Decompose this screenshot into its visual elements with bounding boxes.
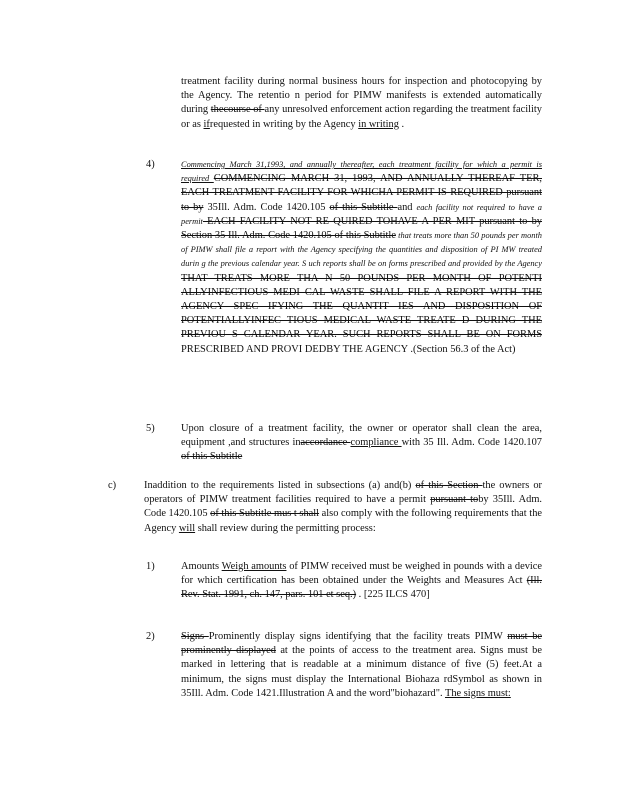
item-text: . [225 ILCS 470] [356, 589, 430, 601]
italic-inserted-text: that treats more than 50 pounds per month of PIMW shall file a report with the Agency specifying the quantities and disposition of PI MW treated durin g the previous calendar year. S uch reports shall be on forms prescribed and provided by the Agency [181, 231, 542, 269]
item-number-2: 2) [146, 631, 155, 642]
item-text: 35Ill. Adm. Code 1420.105 [203, 201, 330, 213]
item-text: Prominently display signs identifying that the facility treats PIMW [208, 631, 508, 642]
strikethrough-text: of this Section [415, 480, 483, 491]
underlined-text: The signs must: [444, 687, 511, 699]
underlined-text: in writing [358, 118, 399, 130]
strikethrough-text: of this Subtitle [329, 201, 398, 213]
strikethrough-text: of this Subtitle [181, 451, 243, 463]
item-text: with 35 Ill. Adm. Code 1420.107 [401, 437, 542, 449]
item-text: also comply with the following requirements that the Agency [144, 508, 542, 534]
strikethrough-text: EACH FACILITY NOT RE QUIRED TOHAVE A PER MIT pursuant to by Section 35 Ill. Adm. Code 1420.105 of this Subtitle [181, 215, 542, 242]
strikethrough-text: THAT TREATS MORE THA N 50 POUNDS PER MONTH OF POTENTI ALLYINFECTIOUS MEDI CAL WASTE SHALL FILE A REPORT WITH THE AGENCY SPEC IFYING THE QUANTIT IES AND DISPOSITION OF POTENTIALLYINFEC TIOUS MEDICAL WASTE TREATE D DURING THE PREVIOU S CALENDAR YEAR. SUCH REPORTS SHALL BE ON FORMS [181, 272, 542, 341]
intro-text: requested in writing by the Agency [209, 118, 359, 130]
strikethrough-text: pursuant to [430, 494, 479, 506]
intro-text: treatment facility during normal business hours for inspection and photocopying by the Agency. The retentio n period for PIMW manifests is extended automatically during [181, 76, 542, 116]
underlined-text: if [203, 118, 210, 130]
item-5-paragraph [181, 422, 542, 465]
item-text: and [397, 201, 417, 213]
item-text: shall review during the permitting process: [195, 522, 376, 534]
intro-paragraph [181, 75, 542, 132]
strikethrough-text: accordance [300, 437, 351, 449]
item-text: Amounts [181, 561, 222, 572]
item-4-paragraph [181, 158, 542, 357]
strikethrough-text: of this Subtitle mus t shall [210, 508, 320, 520]
item-text: at the points of access to the treatment area. Signs must be marked in lettering that is readable at a minimum distance of five (5) feet.At a minimum, the signs must display the International Biohaza rdSymbol as shown in 35Ill. Adm. Code 1421.Illustration A and the word"biohazard". [181, 645, 542, 699]
italic-inserted-text: each facility not required to have a permit [181, 202, 542, 226]
item-text: of PIMW received must be weighed in pounds with a device for which certification has been obtained under the Weights and Measures Act [181, 561, 543, 587]
strikethrough-text: Signs [181, 631, 209, 642]
intro-text: . [398, 118, 405, 130]
item-text: Upon closure of a treatment facility, the owner or operator shall clean the area, equipment ,and structures in [181, 423, 542, 449]
item-text: the owners or operators of PIMW treatment facilities required to have a permit [144, 480, 542, 506]
italic-inserted-text: Commencing March 31,1993, and annually thereafter, each treatment facility for which a permit is required [181, 160, 542, 184]
intro-text: any unresolved enforcement action regarding the treatment facility or as [181, 104, 542, 130]
strikethrough-text: thecourse of [210, 104, 265, 116]
item-number-4: 4) [146, 159, 155, 170]
underlined-text: Weigh amounts [221, 561, 287, 572]
subsection-c-paragraph [144, 479, 542, 536]
strikethrough-text: must be prominently displayed [181, 631, 542, 657]
underlined-text: compliance [350, 437, 402, 449]
strikethrough-text: COMMENCING MARCH 31, 1993, AND ANNUALLY THEREAF TER, EACH TREATMENT FACILITY FOR WHICHA PERMIT IS REQUIRED pursuant to by [181, 173, 542, 213]
item-number-1: 1) [146, 561, 155, 572]
item-1-paragraph [181, 560, 542, 603]
item-text: by 35Ill. Adm. Code 1420.105 [144, 494, 542, 520]
item-2-paragraph [181, 630, 542, 701]
underlined-text: will [178, 522, 196, 534]
strikethrough-text: (Ill. Rev. Stat. 1991, ch. 147, pars. 101 et seq.) [181, 575, 542, 601]
item-number-5: 5) [146, 423, 155, 434]
subsection-letter-c: c) [108, 480, 117, 491]
item-text: PRESCRIBED AND PROVI DEDBY THE AGENCY .(Section 56.3 of the Act) [181, 343, 516, 355]
item-text: Inaddition to the requirements listed in subsections (a) and(b) [144, 480, 416, 491]
